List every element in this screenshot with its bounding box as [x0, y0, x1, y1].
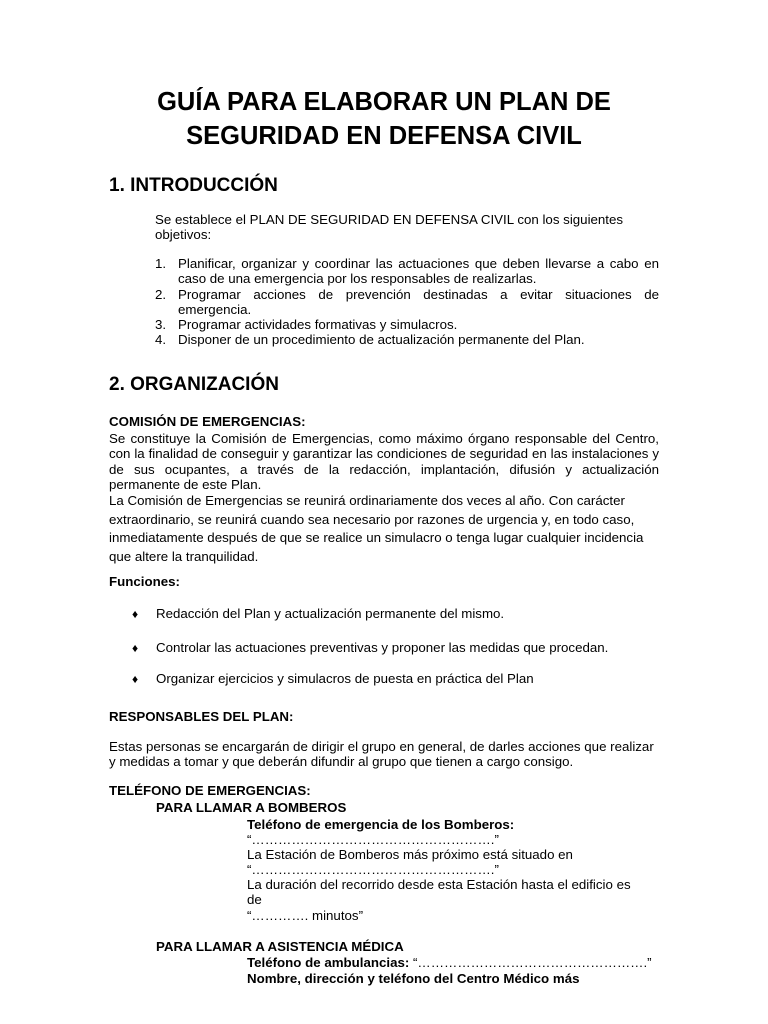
bomberos-title: PARA LLAMAR A BOMBEROS: [156, 800, 347, 815]
function-item: Redacción del Plan y actualización permanente del mismo.: [156, 606, 505, 621]
document-title: [110, 85, 658, 153]
ambulancias-line: [247, 955, 652, 970]
objective-text: Programar actividades formativas y simulacros.: [178, 317, 458, 333]
objectives-list: [155, 256, 659, 348]
title-line-1: GUÍA PARA ELABORAR UN PLAN DE: [157, 88, 611, 116]
duracion-label-line-2: de: [247, 892, 262, 907]
objective-text: Planificar, organizar y coordinar las actuaciones que deben llevarse a cabo en caso de una emergencia por los responsables de realizarlas.: [178, 256, 659, 287]
objective-text: Programar acciones de prevención destinadas a evitar situaciones de emergencia.: [178, 286, 659, 317]
telefono-title: TELÉFONO DE EMERGENCIAS:: [109, 783, 311, 798]
bullet-icon: ♦: [132, 607, 139, 621]
duracion-label-line-1: La duración del recorrido desde esta Estación hasta el edificio es: [247, 877, 631, 892]
duracion-blank: “…………. minutos”: [247, 908, 363, 923]
intro-paragraph: Se establece el PLAN DE SEGURIDAD EN DEFENSA CIVIL con los siguientes objetivos:: [155, 212, 624, 243]
ambulancias-label: Teléfono de ambulancias:: [247, 955, 410, 970]
objective-number: 2.: [155, 286, 167, 302]
objective-item: [155, 332, 659, 347]
asistencia-medica-title: PARA LLAMAR A ASISTENCIA MÉDICA: [156, 939, 404, 954]
objective-number: 3.: [155, 317, 167, 333]
objective-item: [155, 317, 659, 332]
bomberos-phone-label: Teléfono de emergencia de los Bomberos:: [247, 817, 515, 832]
responsables-title: RESPONSABLES DEL PLAN:: [109, 709, 294, 724]
objective-number: 1.: [155, 256, 167, 271]
commission-title: COMISIÓN DE EMERGENCIAS:: [109, 414, 306, 429]
objective-item: [155, 287, 659, 318]
section-heading-organizacion: 2. ORGANIZACIÓN: [109, 374, 279, 395]
ambulancias-blank: “…………………………………………….”: [409, 955, 652, 970]
estacion-label: La Estación de Bomberos más próximo está situado en: [247, 847, 573, 862]
function-item: Organizar ejercicios y simulacros de puesta en práctica del Plan: [156, 671, 534, 686]
functions-title: Funciones:: [109, 574, 180, 589]
title-line-2: SEGURIDAD EN DEFENSA CIVIL: [186, 122, 582, 150]
objective-number: 4.: [155, 332, 167, 348]
function-item: Controlar las actuaciones preventivas y proponer las medidas que procedan.: [156, 640, 609, 655]
estacion-blank: “……………………………………………….”: [247, 862, 499, 877]
section-heading-introduccion: 1. INTRODUCCIÓN: [109, 175, 278, 196]
objective-text: Disponer de un procedimiento de actualización permanente del Plan.: [178, 332, 585, 348]
bullet-icon: ♦: [132, 672, 139, 686]
bomberos-phone-blank: “……………………………………………….”: [247, 832, 499, 847]
bullet-icon: ♦: [132, 641, 139, 655]
objective-item: [155, 256, 659, 287]
commission-paragraph-2: La Comisión de Emergencias se reunirá ordinariamente dos veces al año. Con carácter extraordinario, se reunirá cuando sea necesario por razones de urgencia y, en todo caso, inmediatamente después de que se realice un simulacro o tenga lugar cualquier incidencia que altere la tranquilidad.: [109, 493, 644, 565]
centro-medico-label: Nombre, dirección y teléfono del Centro Médico más: [247, 971, 580, 986]
responsables-paragraph: Estas personas se encargarán de dirigir el grupo en general, de darles acciones que realizar y medidas a tomar y que deberán difundir al grupo que tienen a cargo consigo.: [109, 739, 654, 770]
commission-paragraph-1: Se constituye la Comisión de Emergencias, como máximo órgano responsable del Centro, con la finalidad de conseguir y garantizar las condiciones de seguridad en las instalaciones y de sus ocupantes, a través de la redacción, implantación, difusión y actualización permanente de este Plan.: [109, 431, 659, 492]
